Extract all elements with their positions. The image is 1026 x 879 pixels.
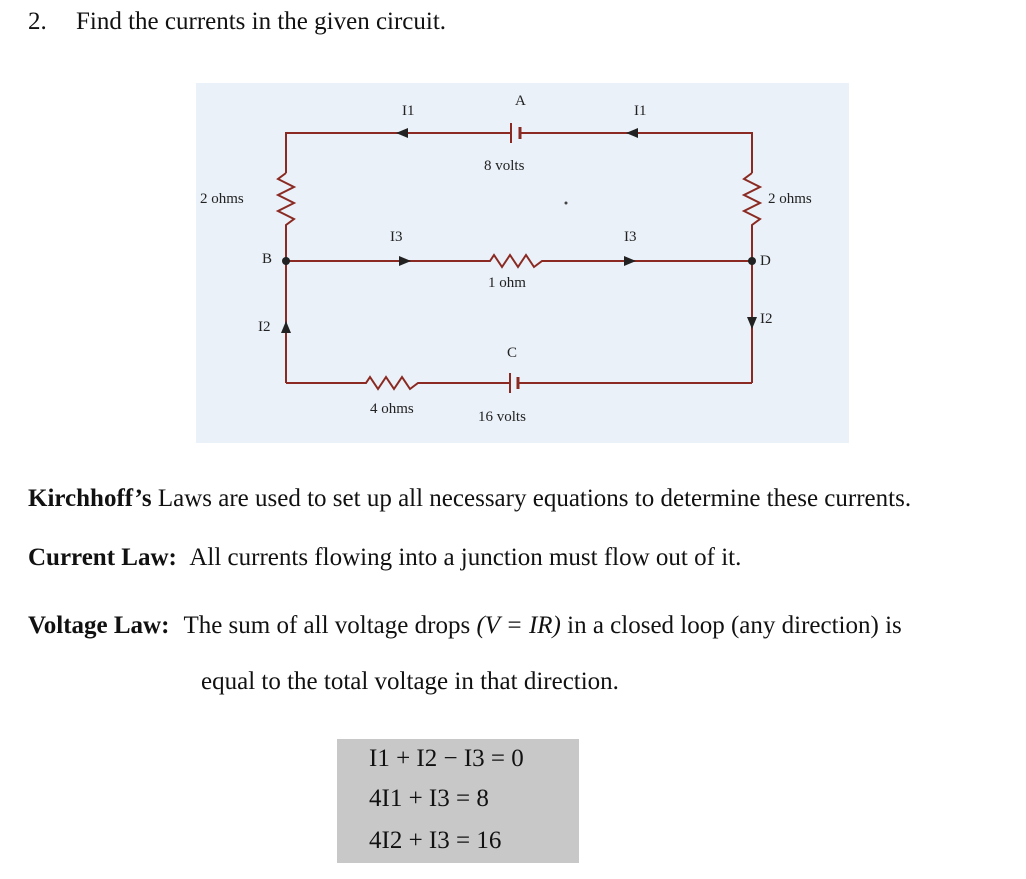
- label-resistor-right: 2 ohms: [768, 191, 812, 207]
- equation-2: 4I1 + I3 = 8: [369, 785, 489, 812]
- arrow-i3-right: [624, 256, 636, 266]
- problem-number: 2.: [28, 8, 47, 35]
- label-i2-right: I2: [760, 311, 773, 327]
- wire-top-left: [286, 133, 511, 173]
- junction-b: [282, 257, 290, 265]
- kirchhoff-intro-bold: Kirchhoff’s: [28, 485, 152, 512]
- voltage-law: [28, 612, 902, 640]
- label-node-d: D: [760, 253, 771, 269]
- voltage-law-text-b: in a closed loop (any direction) is: [567, 612, 902, 639]
- wire-top-right: [520, 133, 752, 173]
- wire-bottom-left-segment: [286, 377, 510, 389]
- label-node-c: C: [507, 345, 518, 361]
- arrow-i3-left: [399, 256, 411, 266]
- equation-1: I1 + I2 − I3 = 0: [369, 745, 524, 772]
- wire-middle: [286, 255, 752, 267]
- voltage-law-continuation: equal to the total voltage in that direction.: [201, 668, 619, 695]
- label-resistor-middle: 1 ohm: [488, 275, 526, 291]
- current-law-label: Current Law:: [28, 544, 177, 571]
- label-i2-left: I2: [258, 319, 271, 335]
- label-i1-top-right: I1: [634, 103, 647, 119]
- arrow-i2-left: [281, 321, 291, 333]
- kirchhoff-intro: [28, 485, 911, 513]
- stray-dot: [565, 202, 568, 205]
- label-i3-left: I3: [390, 229, 403, 245]
- problem-title: [28, 8, 446, 36]
- label-node-a: A: [515, 93, 526, 109]
- voltage-law-text-a: The sum of all voltage drops: [183, 612, 471, 639]
- equations-box: [337, 739, 579, 863]
- circuit-wires: [196, 83, 849, 443]
- arrow-i1-left: [396, 128, 408, 138]
- label-battery-top: 8 volts: [484, 158, 525, 174]
- resistor-left: [278, 173, 294, 261]
- arrow-i2-right: [747, 317, 757, 329]
- label-i1-top-left: I1: [402, 103, 415, 119]
- circuit-diagram: [196, 83, 849, 443]
- junction-d: [748, 257, 756, 265]
- voltage-law-formula: (V = IR): [476, 612, 561, 639]
- arrow-i1-right: [626, 128, 638, 138]
- resistor-right: [744, 173, 760, 261]
- current-law-text: All currents flowing into a junction must flow out of it.: [189, 544, 742, 571]
- kirchhoff-intro-rest: Laws are used to set up all necessary equations to determine these currents.: [151, 485, 912, 512]
- label-resistor-left: 2 ohms: [200, 191, 244, 207]
- label-node-b: B: [262, 251, 273, 267]
- voltage-law-label: Voltage Law:: [28, 612, 170, 639]
- label-resistor-bottom: 4 ohms: [370, 401, 414, 417]
- problem-text: Find the currents in the given circuit.: [76, 8, 447, 35]
- label-battery-bottom: 16 volts: [478, 409, 526, 425]
- equation-3: 4I2 + I3 = 16: [369, 827, 502, 854]
- current-law: [28, 544, 741, 572]
- label-i3-right: I3: [624, 229, 637, 245]
